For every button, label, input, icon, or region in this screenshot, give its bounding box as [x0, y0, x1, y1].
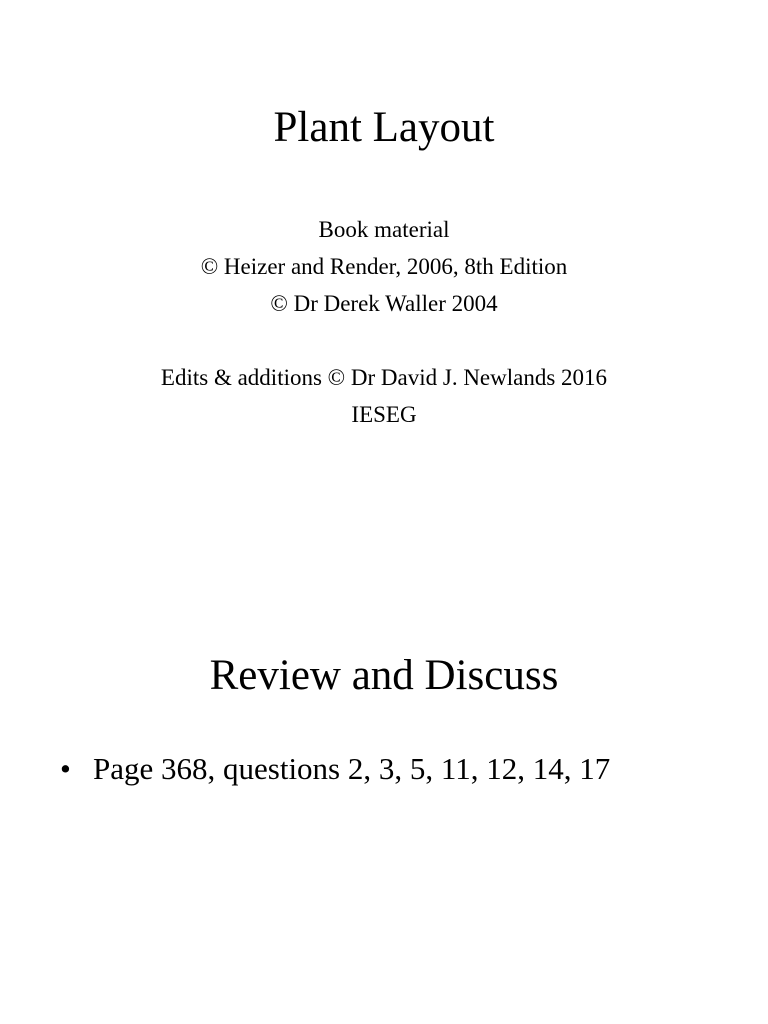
credit-line: IESEG: [351, 402, 417, 427]
bullet-list: [60, 749, 610, 789]
credit-line: © Dr Derek Waller 2004: [270, 291, 498, 316]
bullet-text: Page 368, questions 2, 3, 5, 11, 12, 14, 17: [93, 751, 611, 786]
slide-title: Plant Layout: [273, 104, 495, 151]
slide-title: Review and Discuss: [209, 652, 559, 699]
credit-line: © Heizer and Render, 2006, 8th Edition: [200, 254, 568, 279]
bullet-dot-icon: •: [60, 751, 71, 786]
credits-list: [0, 211, 768, 433]
credit-spacer: [0, 322, 768, 359]
credit-line: Book material: [318, 217, 450, 242]
credit-line: Edits & additions © Dr David J. Newlands 2016: [160, 365, 608, 390]
slide-plant-layout: [0, 0, 768, 500]
slide-review-and-discuss: [0, 500, 768, 1024]
bullet-item: [60, 749, 610, 789]
